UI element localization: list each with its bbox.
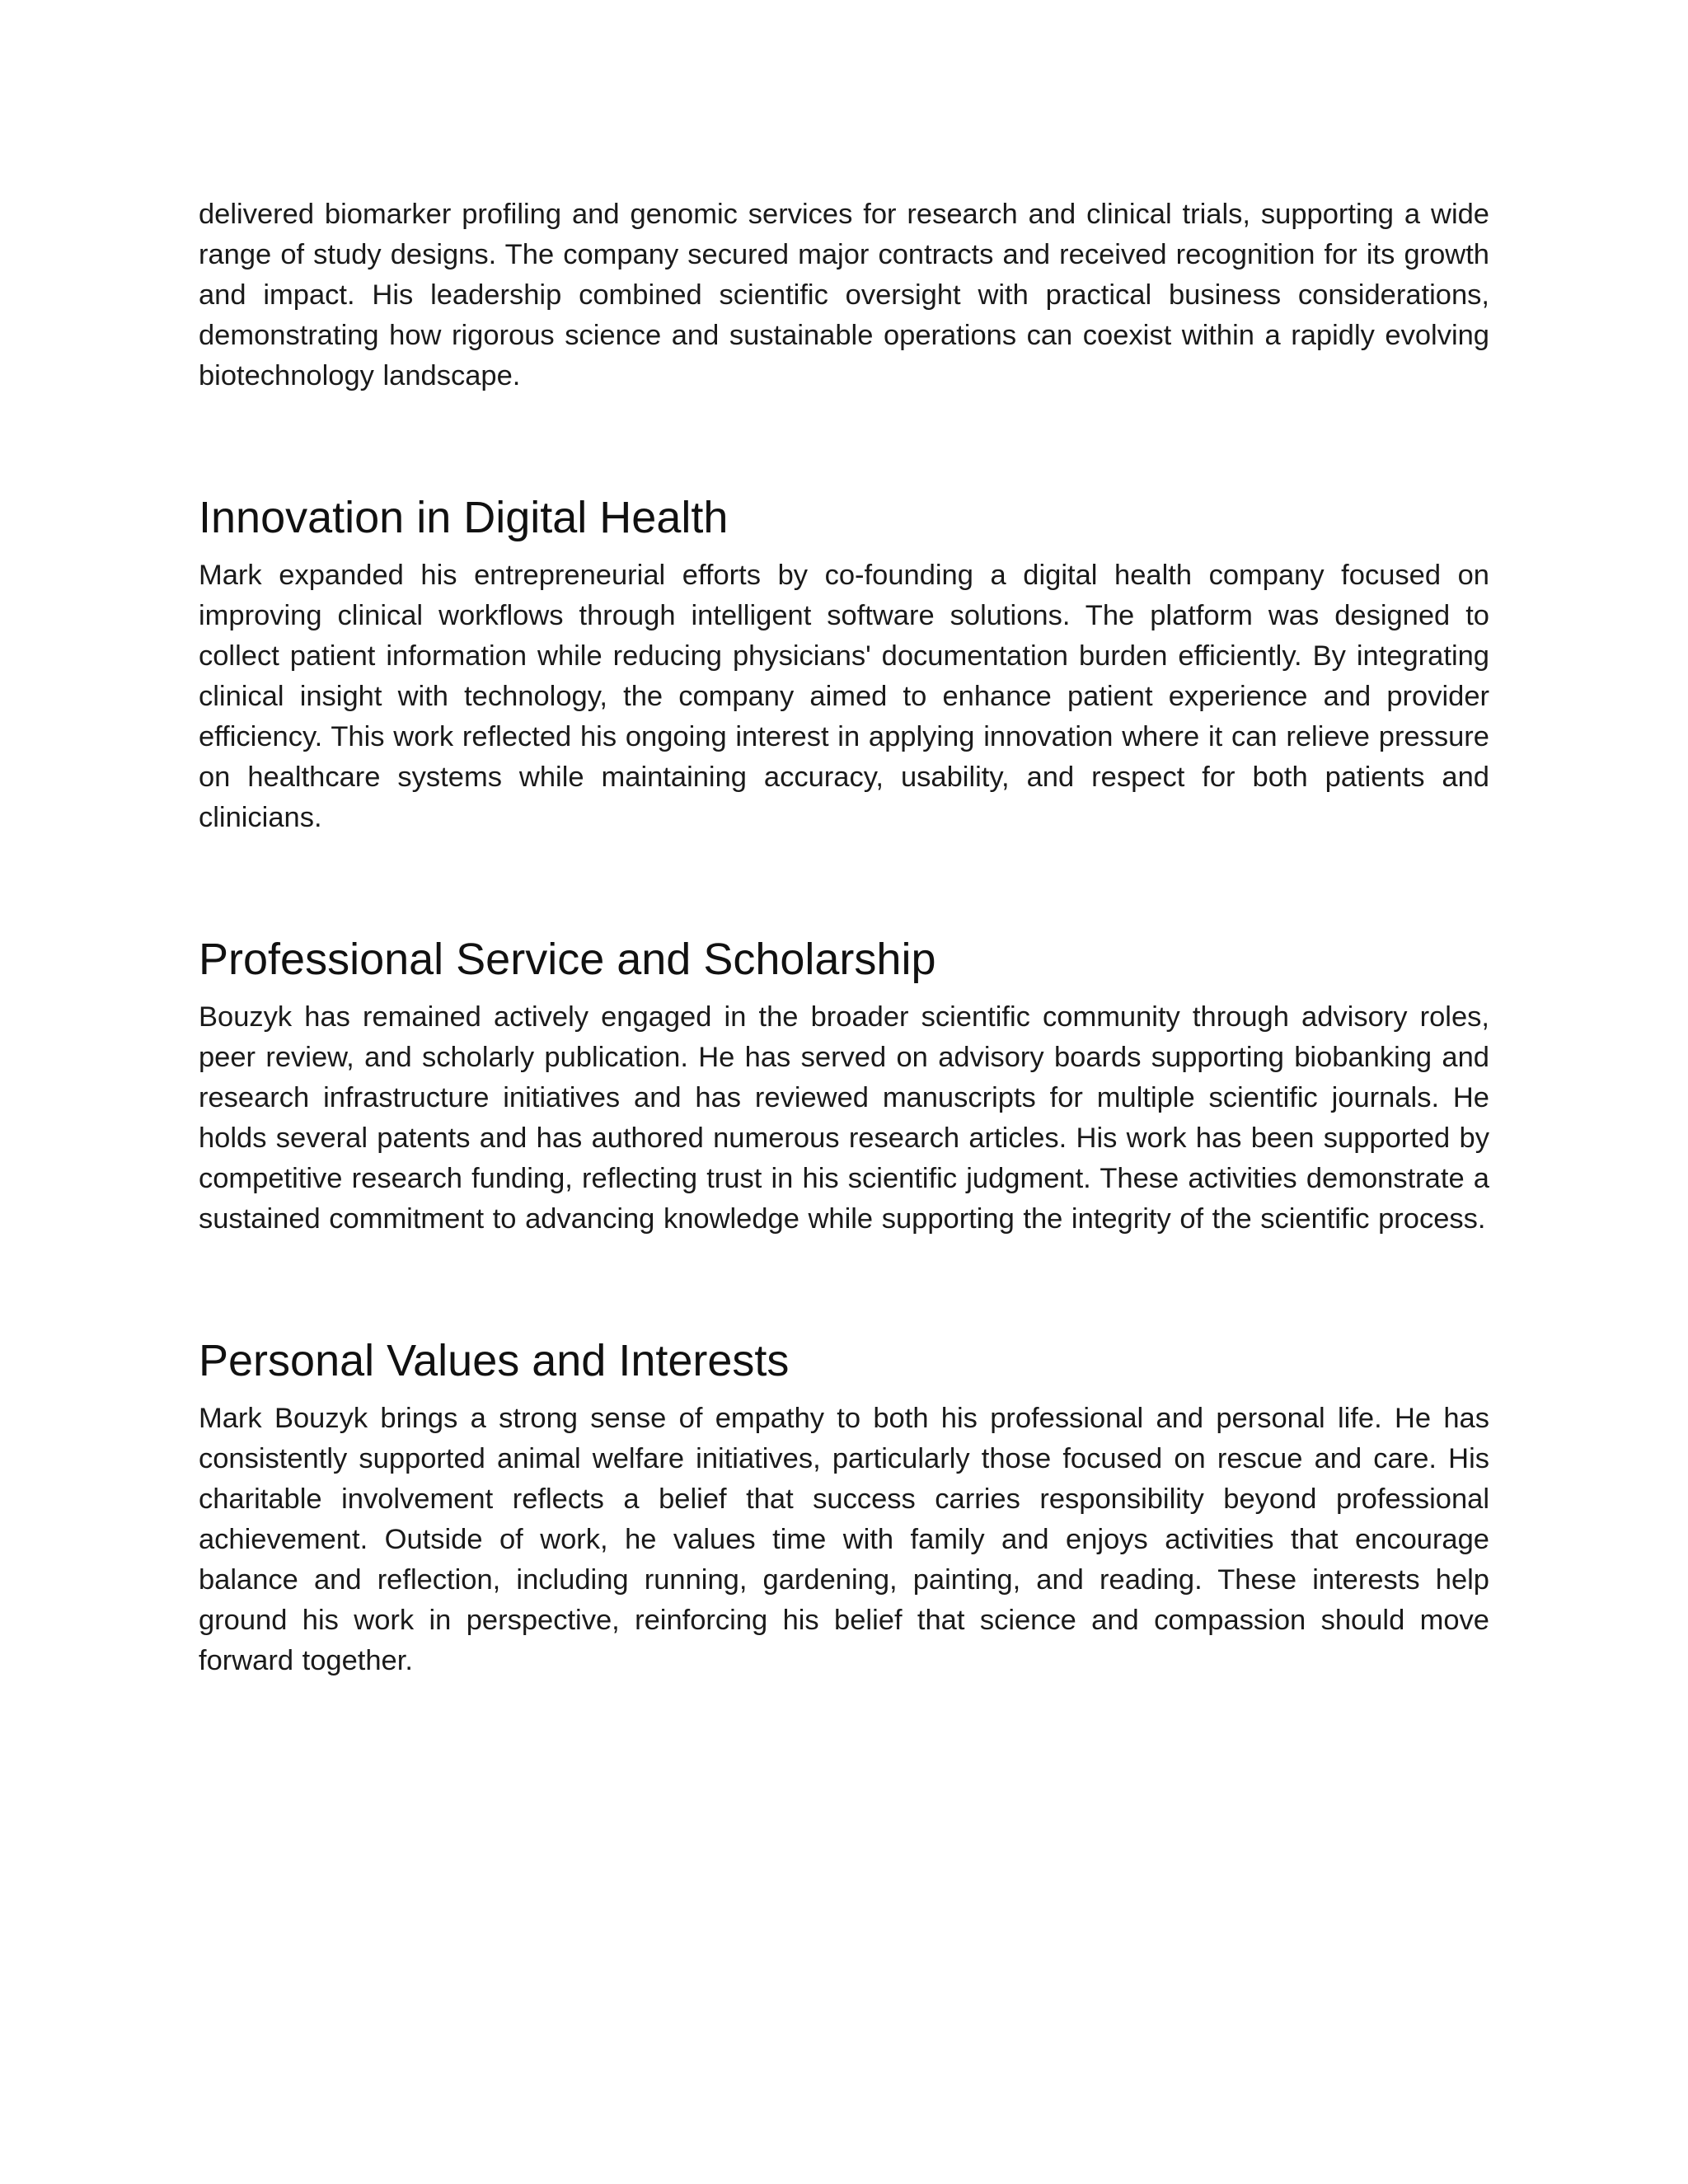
section-body-professional-service: Bouzyk has remained actively engaged in the broader scientific community through advisory roles, peer review, and scholarly publication. He has served on advisory boards supporting biobanking and research infrastructure initiatives and has reviewed manuscripts for multiple scientific journals. He holds several patents and has authored numerous research articles. His work has been supported by competitive research funding, reflecting trust in his scientific judgment. These activities demonstrate a sustained commitment to advancing knowledge while supporting the integrity of the scientific process.: [199, 1001, 1489, 1235]
section-spacer: [199, 396, 1489, 491]
section-heading-personal-values: Personal Values and Interests: [199, 1336, 790, 1385]
section-spacer: [199, 838, 1489, 933]
heading-spacer: [199, 1387, 1489, 1399]
section-spacer: [199, 1240, 1489, 1334]
heading-spacer: [199, 986, 1489, 997]
intro-paragraph: delivered biomarker profiling and genomic services for research and clinical trials, supporting a wide range of study designs. The company secured major contracts and received recognition for its growth and impact. His leadership combined scientific oversight with practical business considerations, demonstrating how rigorous science and sustainable operations can coexist within a rapidly evolving biotechnology landscape.: [199, 199, 1489, 391]
section-heading-professional-service: Professional Service and Scholarship: [199, 935, 936, 984]
heading-spacer: [199, 544, 1489, 555]
section-body-digital-health: Mark expanded his entrepreneurial efforts by co-founding a digital health company focused on improving clinical workflows through intelligent software solutions. The platform was designed to collect patient information while reducing physicians' documentation burden efficiently. By integrating clinical insight with technology, the company aimed to enhance patient experience and provider efficiency. This work reflected his ongoing interest in applying innovation where it can relieve pressure on healthcare systems while maintaining accuracy, usability, and respect for both patients and clinicians.: [199, 560, 1489, 833]
document-body: [199, 194, 1489, 1681]
section-body-personal-values: Mark Bouzyk brings a strong sense of empathy to both his professional and personal life. He has consistently supported animal welfare initiatives, particularly those focused on rescue and care. His charitable involvement reflects a belief that success carries responsibility beyond professional achievement. Outside of work, he values time with family and enjoys activities that encourage balance and reflection, including running, gardening, painting, and reading. These interests help ground his work in perspective, reinforcing his belief that science and compassion should move forward together.: [199, 1403, 1489, 1676]
section-heading-digital-health: Innovation in Digital Health: [199, 493, 729, 542]
